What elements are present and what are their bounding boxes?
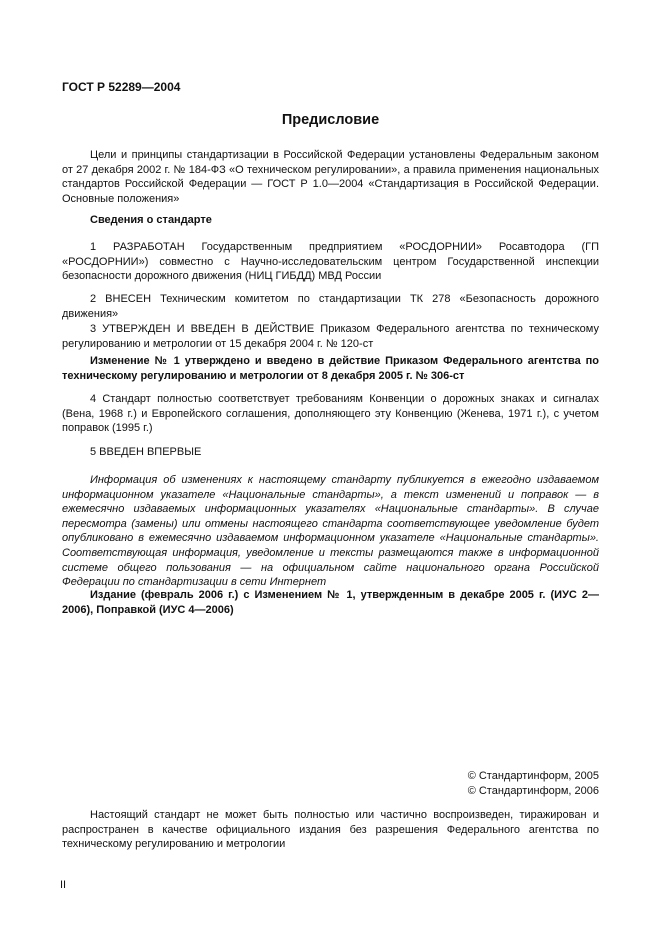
page-number: II (60, 879, 67, 891)
page-title: Предисловие (281, 112, 380, 128)
copyright-line: © Стандартинформ, 2005 (467, 770, 599, 782)
info-notice: Информация об изменениях к настоящему стандарту публикуется в ежегодно издаваемом информационном указателе «Национальные стандарты», а текст изменений и поправок — в ежемесячно издаваемых информационных указателях «Национальные стандарты». В случае пересмотра (замены) или отмены настоящего стандарта соответствующее уведомление будет опубликовано в ежемесячно издаваемом информационном указателе «Национальные стандарты». Соответствующая информация, уведомление и тексты размещаются также в информационной системе общего пользования — на официальном сайте национального органа Российской Федерации по стандартизации в сети Интернет (62, 474, 599, 589)
intro-paragraph: Цели и принципы стандартизации в Российской Федерации установлены Федеральным законом от 27 декабря 2002 г. № 184-ФЗ «О техническом регулировании», а правила применения национальных стандартов Российской Федерации — ГОСТ Р 1.0—2004 «Стандартизация в Российской Федерации. Основные положения» (62, 149, 599, 205)
reproduction-notice: Настоящий стандарт не может быть полностью или частично воспроизведен, тиражирован и распространен в качестве официального издания без разрешения Федерального агентства по техническому регулированию и метрологии (62, 809, 599, 851)
item-introduced: 2 ВНЕСЕН Техническим комитетом по стандартизации ТК 278 «Безопасность дорожного движения» (62, 293, 599, 320)
item-first-time: 5 ВВЕДЕН ВПЕРВЫЕ (90, 446, 202, 458)
item-compliance: 4 Стандарт полностью соответствует требованиям Конвенции о дорожных знаках и сигналах (Вена, 1968 г.) и Европейского соглашения, дополняющего эту Конвенцию (Женева, 1971 г.), с учетом поправок (1995 г.) (62, 393, 599, 435)
copyright-block (468, 769, 599, 798)
document-number: ГОСТ Р 52289—2004 (62, 80, 181, 94)
item-amendment: Изменение № 1 утверждено и введено в действие Приказом Федерального агентства по техническому регулированию и метрологии от 8 декабря 2005 г. № 306-ст (62, 355, 599, 382)
section-heading: Сведения о стандарте (90, 214, 212, 226)
item-approved: 3 УТВЕРЖДЕН И ВВЕДЕН В ДЕЙСТВИЕ Приказом Федерального агентства по техническому регулированию и метрологии от 15 декабря 2004 г. № 120-ст (62, 323, 599, 350)
copyright-line: © Стандартинформ, 2006 (467, 784, 599, 797)
edition-info: Издание (февраль 2006 г.) с Изменением № 1, утвержденным в декабре 2005 г. (ИУС 2—2006), Поправкой (ИУС 4—2006) (62, 589, 599, 616)
item-developed: 1 РАЗРАБОТАН Государственным предприятием «РОСДОРНИИ» Росавтодора (ГП «РОСДОРНИИ») совместно с Научно-исследовательским центром Государственной инспекции безопасности дорожного движения (НИЦ ГИБДД) МВД России (62, 241, 599, 283)
